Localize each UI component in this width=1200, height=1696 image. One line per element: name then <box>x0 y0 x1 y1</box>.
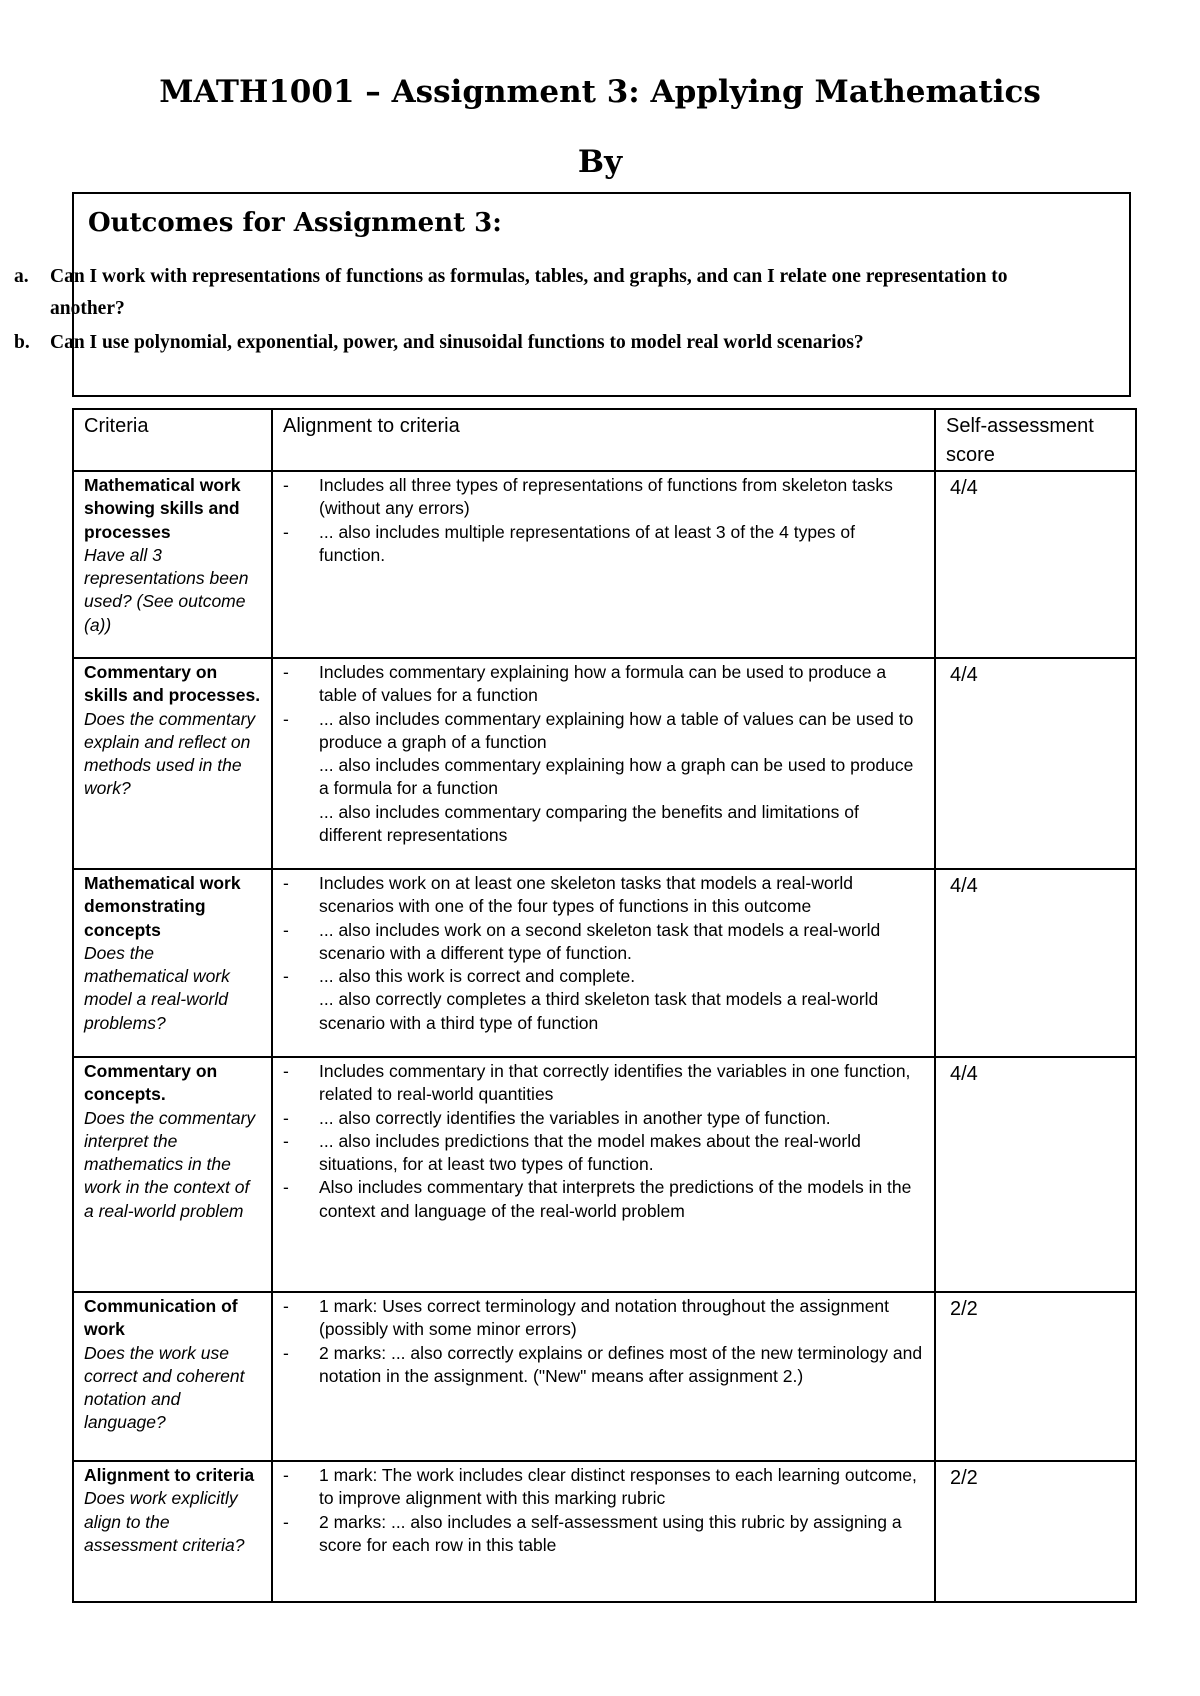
self-assessment-score: 4/4 <box>935 471 1136 658</box>
criteria-title: Commentary on concepts. <box>84 1061 218 1105</box>
self-assessment-score: 4/4 <box>935 869 1136 1057</box>
list-item: - ... also includes commentary explaining how a table of values can be used to produce a graph of a function <box>283 708 924 755</box>
list-item: - 2 marks: ... also includes a self-assessment using this rubric by assigning a score for each row in this table <box>283 1511 924 1558</box>
table-row <box>73 1292 1136 1461</box>
alignment-list <box>283 872 924 1035</box>
criteria-column-header: Criteria <box>73 409 272 471</box>
criteria-question: Does the commentary interpret the mathematics in the work in the context of a real-world problem <box>84 1107 256 1221</box>
list-item: - ... also includes predictions that the model makes about the real-world situations, for at least two types of function. <box>283 1130 924 1177</box>
criteria-question: Does the mathematical work model a real-world problems? <box>84 942 230 1033</box>
list-item: ... also includes commentary comparing the benefits and limitations of different representations <box>319 801 859 846</box>
alignment-cell <box>272 1292 935 1461</box>
alignment-list <box>283 661 924 847</box>
alignment-cell <box>272 869 935 1057</box>
table-row <box>73 1057 1136 1292</box>
alignment-cell <box>272 1461 935 1602</box>
alignment-cell <box>272 658 935 869</box>
self-assessment-score: 2/2 <box>935 1461 1136 1602</box>
criteria-cell <box>73 1292 272 1461</box>
outcome-marker: a. <box>14 266 29 287</box>
outcome-text: Can I use polynomial, exponential, power, and sinusoidal functions to model real world scenarios? <box>50 332 864 353</box>
list-item: - 1 mark: The work includes clear distinct responses to each learning outcome, to improve alignment with this marking rubric <box>283 1464 924 1511</box>
self-assessment-score: 4/4 <box>935 658 1136 869</box>
outcome-marker: b. <box>14 332 30 353</box>
outcome-a <box>14 261 1024 325</box>
outcomes-heading: Outcomes for Assignment 3: <box>88 208 502 238</box>
alignment-cell <box>272 1057 935 1292</box>
outcome-text: Can I work with representations of functions as formulas, tables, and graphs, and can I relate one representation to another? <box>50 266 1008 319</box>
self-assessment-score: 2/2 <box>935 1292 1136 1461</box>
list-item: - ... also correctly identifies the variables in another type of function. <box>283 1107 924 1130</box>
criteria-cell <box>73 1057 272 1292</box>
rubric-body <box>73 471 1136 1602</box>
list-item: ... also includes commentary explaining how a graph can be used to produce a formula for a function <box>319 755 914 799</box>
table-row <box>73 869 1136 1057</box>
table-header-row <box>73 409 1136 471</box>
list-item: - ... also this work is correct and complete. <box>283 965 924 988</box>
criteria-title: Mathematical work showing skills and processes <box>84 475 241 542</box>
criteria-question: Does the work use correct and coherent notation and language? <box>84 1342 245 1433</box>
list-item: - Includes commentary explaining how a formula can be used to produce a table of values for a function <box>283 661 924 708</box>
list-item: - Includes commentary in that correctly identifies the variables in one function, related to real-world quantities <box>283 1060 924 1107</box>
alignment-list <box>283 1060 924 1223</box>
author-byline: By <box>577 144 623 180</box>
list-item: ... also correctly completes a third skeleton task that models a real-world scenario with a third type of function <box>319 989 879 1033</box>
document-title: MATH1001 – Assignment 3: Applying Mathematics <box>159 74 1041 110</box>
criteria-question: Have all 3 representations been used? (See outcome (a)) <box>84 544 249 635</box>
criteria-cell <box>73 471 272 658</box>
outcome-b <box>14 327 1024 359</box>
criteria-title: Mathematical work demonstrating concepts <box>84 873 241 940</box>
list-item: - 1 mark: Uses correct terminology and notation throughout the assignment (possibly with some minor errors) <box>283 1295 924 1342</box>
list-item: - Includes all three types of representations of functions from skeleton tasks (without any errors) <box>283 474 924 521</box>
criteria-question: Does work explicitly align to the assessment criteria? <box>84 1488 245 1555</box>
alignment-column-header: Alignment to criteria <box>272 409 935 471</box>
list-item: - ... also includes work on a second skeleton task that models a real-world scenario with a different type of function. <box>283 919 924 966</box>
marking-rubric-table <box>72 408 1137 1603</box>
criteria-cell <box>73 658 272 869</box>
table-row <box>73 471 1136 658</box>
list-item: - Also includes commentary that interprets the predictions of the models in the context and language of the real-world problem <box>283 1176 924 1223</box>
criteria-cell <box>73 1461 272 1602</box>
criteria-question: Does the commentary explain and reflect on methods used in the work? <box>84 708 256 799</box>
alignment-list <box>283 474 924 567</box>
alignment-cell <box>272 471 935 658</box>
criteria-title: Commentary on skills and processes. <box>84 662 261 706</box>
score-column-header: Self-assessment score <box>935 409 1136 471</box>
list-item: - 2 marks: ... also correctly explains or defines most of the new terminology and notation in the assignment. ("New" means after assignment 2.) <box>283 1342 924 1389</box>
criteria-title: Alignment to criteria <box>84 1465 255 1485</box>
criteria-cell <box>73 869 272 1057</box>
alignment-list <box>283 1464 924 1557</box>
self-assessment-score: 4/4 <box>935 1057 1136 1292</box>
table-row <box>73 658 1136 869</box>
alignment-list <box>283 1295 924 1388</box>
list-item: - Includes work on at least one skeleton tasks that models a real-world scenarios with one of the four types of functions in this outcome <box>283 872 924 919</box>
criteria-title: Communication of work <box>84 1296 238 1340</box>
list-item: - ... also includes multiple representations of at least 3 of the 4 types of function. <box>283 521 924 568</box>
table-row <box>73 1461 1136 1602</box>
